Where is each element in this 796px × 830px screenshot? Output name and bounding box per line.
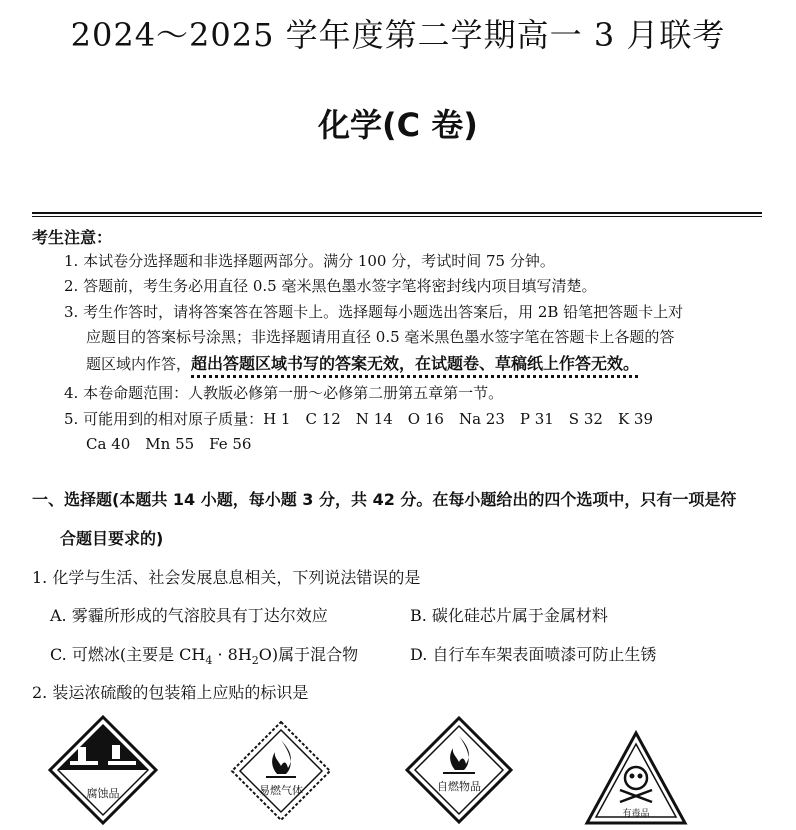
exam-subtitle: 化学(C 卷) — [318, 106, 478, 144]
notice-item-3: 3. 考生作答时，请将答案答在答题卡上。选择题每小题选出答案后，用 2B 铅笔把答题卡上对 — [64, 303, 684, 321]
section-heading: 一、选择题(本题共 14 小题，每小题 3 分，共 42 分。在每小题给出的四个选项中，只有一项是符 — [32, 490, 737, 509]
notice-item-5: 5. 可能用到的相对原子质量：H 1 C 12 N 14 O 16 Na 23 P 31 S 32 K 39 — [64, 410, 654, 428]
toxic-icon — [584, 730, 688, 826]
divider-thick — [32, 212, 762, 214]
question-2-stem: 2. 装运浓硫酸的包装箱上应贴的标识是 — [32, 683, 309, 702]
corrosive-icon — [48, 715, 158, 825]
notice-item-2: 2. 答题前，考生务必用直径 0.5 毫米黑色墨水签字笔将密封线内项目填写清楚。 — [64, 277, 597, 295]
toxic-sign-label: 有毒品 — [622, 809, 650, 819]
notice-item-4: 4. 本卷命题范围：人教版必修第一册～必修第二册第五章第一节。 — [64, 384, 504, 402]
notice-item-3-line3 — [86, 351, 639, 374]
notice-emphasis: 超出答题区域书写的答案无效，在试题卷、草稿纸上作答无效。 — [191, 354, 640, 373]
question-1-option-d: D. 自行车车架表面喷漆可防止生锈 — [410, 645, 657, 664]
question-1-option-b: B. 碳化硅芯片属于金属材料 — [410, 606, 608, 625]
spontaneous-combustion-sign — [405, 716, 513, 824]
notice-item-5-line2: Ca 40 Mn 55 Fe 56 — [86, 435, 252, 453]
section-heading-line2: 合题目要求的) — [60, 529, 164, 548]
corrosive-sign — [48, 715, 158, 825]
question-1-option-a: A. 雾霾所形成的气溶胶具有丁达尔效应 — [50, 606, 328, 625]
corrosive-sign-label: 腐蚀品 — [86, 787, 120, 800]
divider-thin — [32, 216, 762, 217]
flammable-gas-icon — [228, 718, 334, 824]
notice-item-1: 1. 本试卷分选择题和非选择题两部分。满分 100 分，考试时间 75 分钟。 — [64, 252, 555, 270]
question-1-stem: 1. 化学与生活、社会发展息息相关，下列说法错误的是 — [32, 568, 421, 587]
notice-item-3-line2: 应题目的答案标号涂黑；非选择题请用直径 0.5 毫米黑色墨水签字笔在答题卡上各题的答 — [86, 328, 675, 346]
spontaneous-combustion-sign-label: 自燃物品 — [437, 780, 481, 793]
exam-title: 2024～2025 学年度第二学期高一 3 月联考 — [70, 16, 726, 54]
notice-item-3-text: 题区域内作答， — [86, 355, 192, 373]
spontaneous-combustion-icon — [405, 716, 513, 824]
flammable-gas-sign-label: 易燃气体 — [259, 784, 303, 797]
toxic-sign — [584, 730, 688, 826]
notice-heading: 考生注意： — [32, 228, 113, 247]
flammable-gas-sign — [228, 718, 334, 824]
question-1-option-c: C. 可燃冰(主要是 $CH_4 \cdot 8H_2O$)属于混合物 — [50, 645, 359, 668]
